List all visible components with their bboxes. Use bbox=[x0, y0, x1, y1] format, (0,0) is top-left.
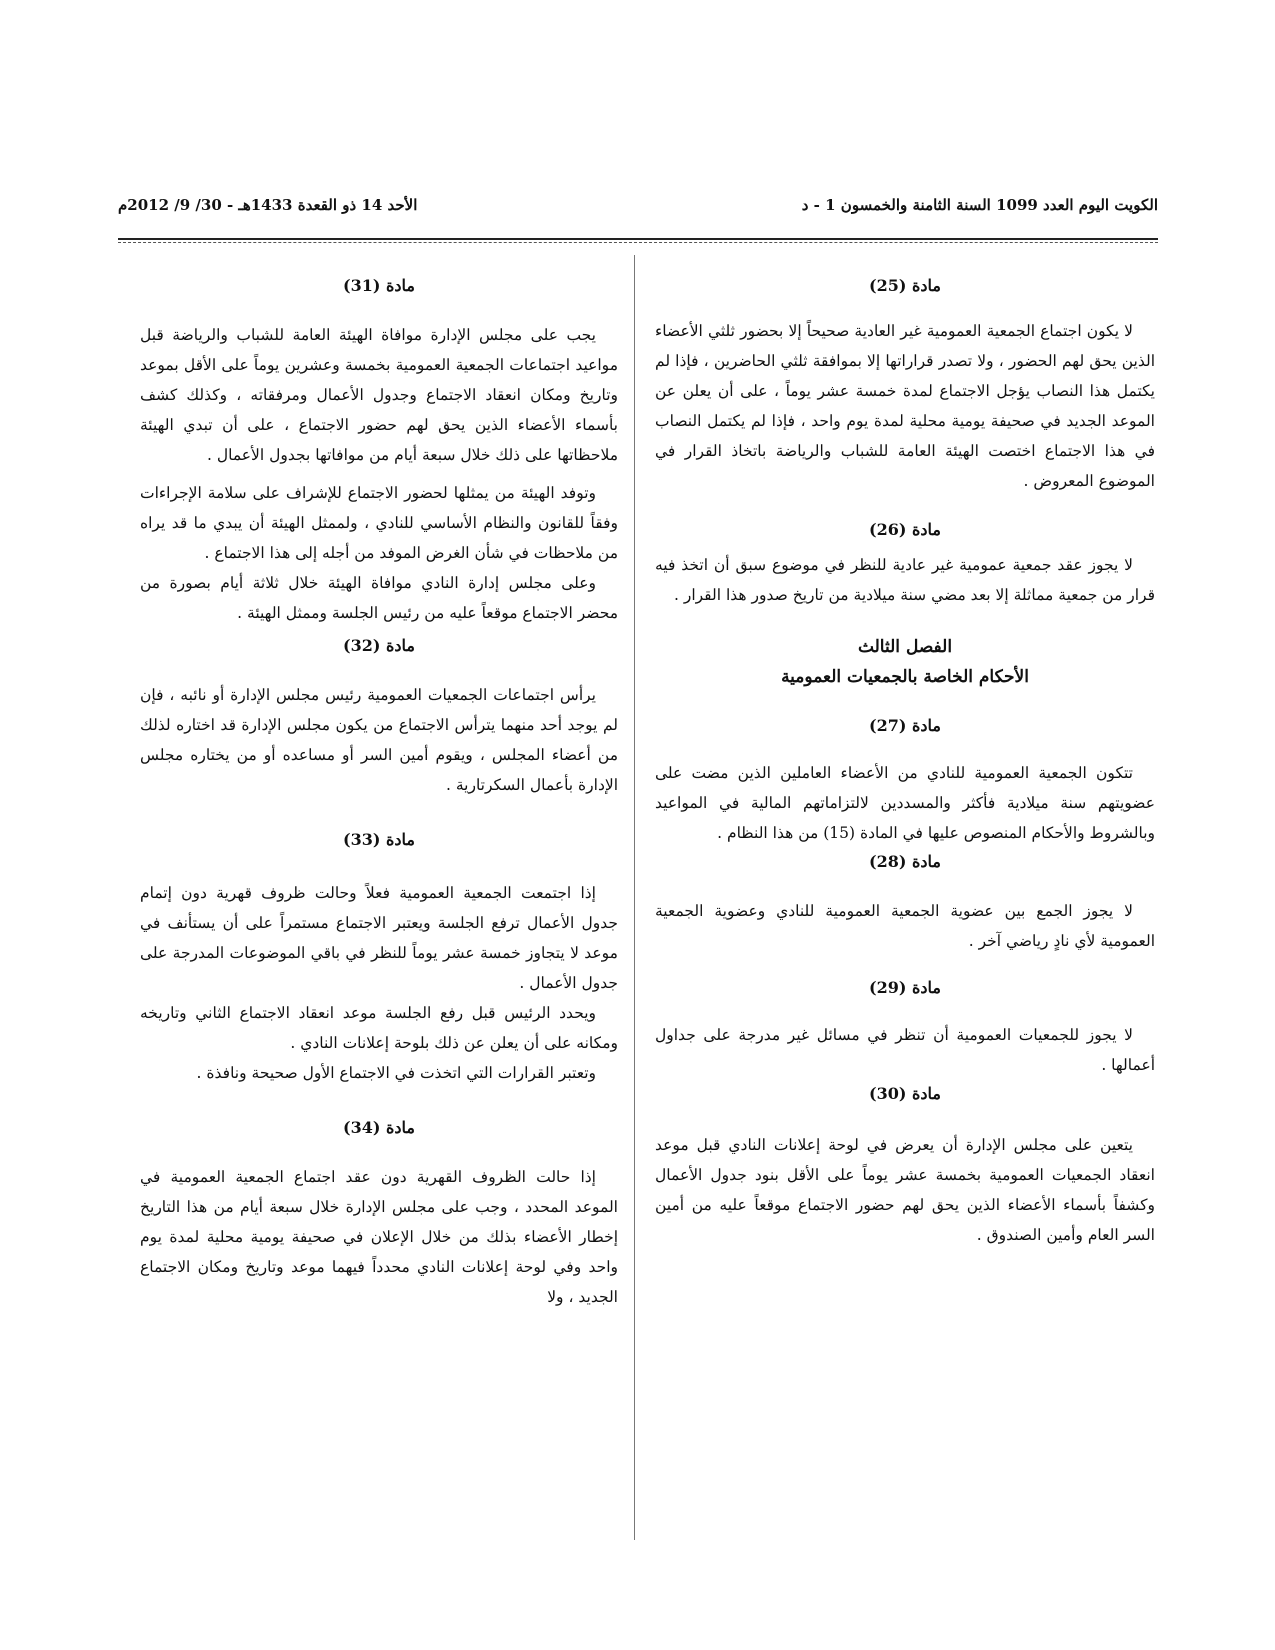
left-column bbox=[140, 272, 618, 1312]
article-27-text: تتكون الجمعية العمومية للنادي من الأعضاء العاملين الذين مضت على عضويتهم سنة ميلادية فأكثر والمسددين لالتزاماتهم المالية في المواعيد وبالشروط والأحكام المنصوص عليها في المادة (15) من هذا النظام . bbox=[655, 764, 1155, 842]
article-34-text: إذا حالت الظروف القهرية دون عقد اجتماع الجمعية العمومية في الموعد المحدد ، وجب على مجلس الإدارة خلال سبعة أيام من هذا التاريخ إخطار الأعضاء بذلك من خلال الإعلان في صحيفة يومية محلية لمدة يوم واحد وفي لوحة إعلانات النادي محدداً فيهما موعد وتاريخ ومكان الاجتماع الجديد ، ولا bbox=[140, 1168, 618, 1306]
article-31-title: مادة (31) bbox=[343, 276, 415, 295]
right-column bbox=[655, 272, 1155, 1250]
article-32-text: يرأس اجتماعات الجمعيات العمومية رئيس مجلس الإدارة أو نائبه ، فإن لم يوجد أحد منهما يترأس الاجتماع من يكون مجلس الإدارة قد اختاره لذلك من أعضاء المجلس ، ويقوم أمين السر أو مساعده أو من يختاره مجلس الإدارة بأعمال السكرتارية . bbox=[140, 686, 618, 794]
article-33-para-2: ويحدد الرئيس قبل رفع الجلسة موعد انعقاد الاجتماع الثاني وتاريخه ومكانه على أن يعلن عن ذلك بلوحة إعلانات النادي . bbox=[140, 1004, 618, 1052]
article-25-title: مادة (25) bbox=[869, 276, 941, 295]
article-28-text: لا يجوز الجمع بين عضوية الجمعية العمومية للنادي وعضوية الجمعية العمومية لأي نادٍ رياضي آخر . bbox=[655, 902, 1155, 950]
chapter-title: الأحكام الخاصة بالجمعيات العمومية bbox=[781, 667, 1029, 687]
article-33-title: مادة (33) bbox=[343, 830, 415, 849]
article-29-text: لا يجوز للجمعيات العمومية أن تنظر في مسائل غير مدرجة على جداول أعمالها . bbox=[655, 1026, 1155, 1074]
article-25-text: لا يكون اجتماع الجمعية العمومية غير العادية صحيحاً إلا بحضور ثلثي الأعضاء الذين يحق لهم الحضور ، ولا تصدر قراراتها إلا بموافقة ثلثي الحاضرين ، فإذا لم يكتمل هذا النصاب يؤجل الاجتماع لمدة خمسة عشر يوماً ، على أن يعلن عن الموعد الجديد في صحيفة يومية محلية لمدة يوم واحد ، فإذا لم يكتمل النصاب في هذا الاجتماع اختصت الهيئة العامة للشباب والرياضة باتخاذ القرار في الموضوع المعروض . bbox=[655, 322, 1155, 490]
article-31-para-2: وتوفد الهيئة من يمثلها لحضور الاجتماع للإشراف على سلامة الإجراءات وفقاً للقانون والنظام الأساسي للنادي ، ولممثل الهيئة أن يبدي ما قد يراه من ملاحظات في شأن الغرض الموفد من أجله إلى هذا الاجتماع . bbox=[140, 484, 618, 562]
page-header bbox=[118, 196, 1158, 230]
article-33-para-3: وتعتبر القرارات التي اتخذت في الاجتماع الأول صحيحة ونافذة . bbox=[196, 1064, 596, 1082]
issue-date: الأحد 14 ذو القعدة 1433هـ - 30/ 9/ 2012م bbox=[118, 196, 418, 214]
article-28-title: مادة (28) bbox=[869, 852, 941, 871]
article-33-para-1: إذا اجتمعت الجمعية العمومية فعلاً وحالت ظروف قهرية دون إتمام جدول الأعمال ترفع الجلسة ويعتبر الاجتماع مستمراً على أن يستأنف في موعد لا يتجاوز خمسة عشر يوماً للنظر في باقي الموضوعات المدرجة على جدول الأعمال . bbox=[140, 884, 618, 992]
article-29-title: مادة (29) bbox=[869, 978, 941, 997]
header-rule-dashed bbox=[118, 242, 1158, 243]
column-divider bbox=[634, 255, 635, 1540]
article-30-title: مادة (30) bbox=[869, 1084, 941, 1103]
article-26-title: مادة (26) bbox=[869, 520, 941, 539]
article-31-para-1: يجب على مجلس الإدارة موافاة الهيئة العامة للشباب والرياضة قبل مواعيد اجتماعات الجمعية العمومية بخمسة وعشرين يوماً على الأقل بموعد وتاريخ ومكان انعقاد الاجتماع وجدول الأعمال ومرفقاته ، وكذلك كشف بأسماء الأعضاء الذين يحق لهم حضور الاجتماع ، على أن تبدي الهيئة ملاحظاتها على ذلك خلال سبعة أيام من موافاتها بجدول الأعمال . bbox=[140, 326, 618, 464]
article-32-title: مادة (32) bbox=[343, 636, 415, 655]
chapter-number: الفصل الثالث bbox=[857, 637, 953, 657]
article-30-text: يتعين على مجلس الإدارة أن يعرض في لوحة إعلانات النادي قبل موعد انعقاد الجمعيات العمومية بخمسة عشر يوماً على الأقل بنود جدول الأعمال وكشفاً بأسماء الأعضاء الذين يحق لهم حضور الاجتماع موقعاً عليه من أمين السر العام وأمين الصندوق . bbox=[655, 1136, 1156, 1244]
gazette-issue-info: الكويت اليوم العدد 1099 السنة الثامنة والخمسون 1 - د bbox=[801, 196, 1158, 214]
article-31-para-3: وعلى مجلس إدارة النادي موافاة الهيئة خلال ثلاثة أيام بصورة من محضر الاجتماع موقعاً عليه من رئيس الجلسة وممثل الهيئة . bbox=[140, 574, 618, 622]
article-27-title: مادة (27) bbox=[869, 716, 941, 735]
article-26-text: لا يجوز عقد جمعية عمومية غير عادية للنظر في موضوع سبق أن اتخذ فيه قرار من جمعية مماثلة إلا بعد مضي سنة ميلادية من تاريخ صدور هذا القرار . bbox=[655, 556, 1155, 604]
header-rule bbox=[118, 238, 1158, 240]
article-34-title: مادة (34) bbox=[343, 1118, 415, 1137]
